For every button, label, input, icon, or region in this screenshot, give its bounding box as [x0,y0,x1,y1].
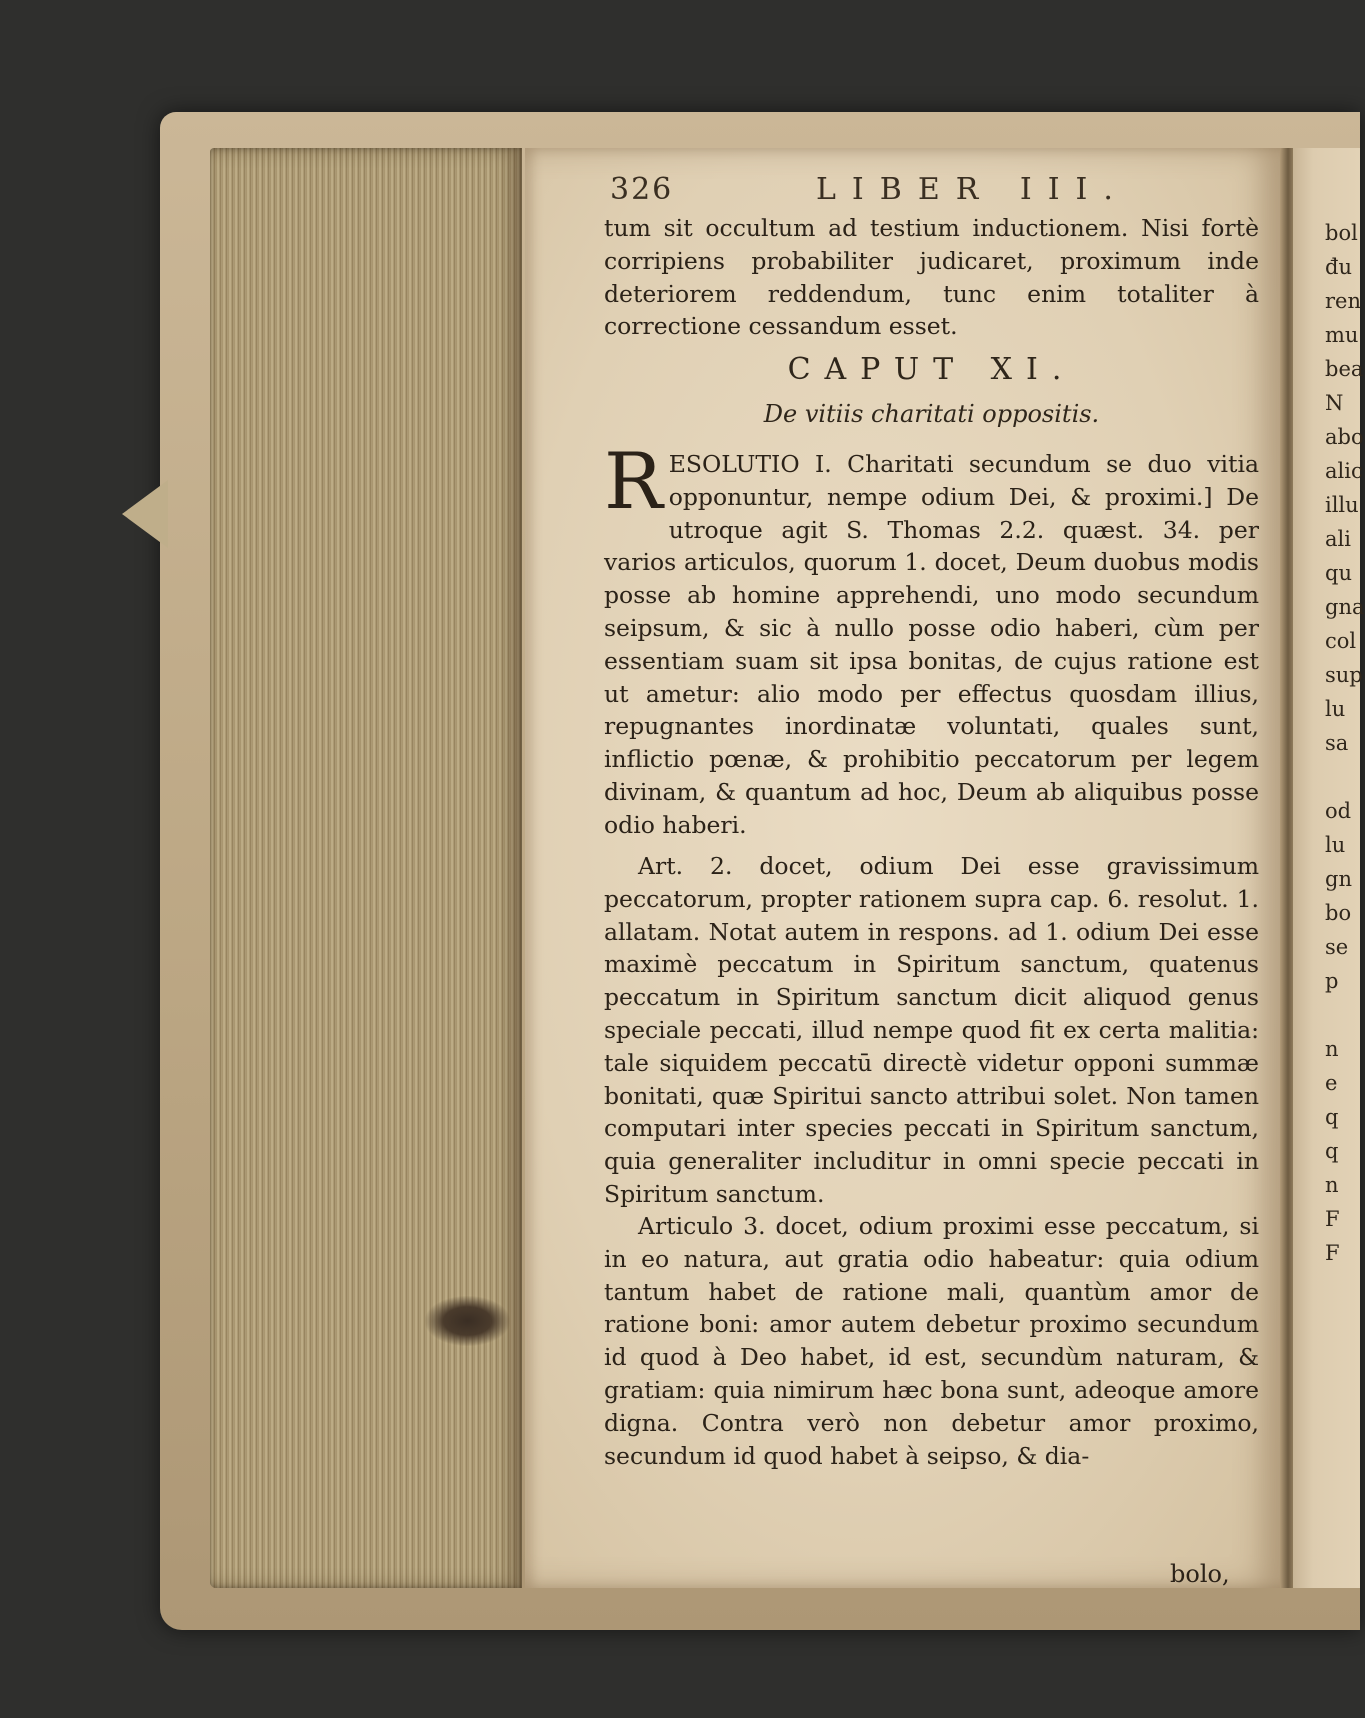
intro-paragraph [604,212,1259,343]
cover-tab [122,480,168,548]
chapter-title: CAPUT XI. [787,352,1076,387]
page-number: 326 [610,172,674,207]
resolutio-paragraph [604,437,1259,842]
facing-page-fragments: bol đu ren mu bea N abo alic illu ali qu gna col sup lu sa od lu gn bo se p n e q q n F F [1325,221,1365,1265]
book-title: LIBER III. [816,172,1129,207]
page-edges [210,148,522,1588]
article-3-text: Articulo 3. docet, odium proximi esse peccatum, si in eo natura, aut gratia odio habeatur: quia odium tantum habet de ratione mali, quantùm amor de ratione boni: amor autem debetur proximo secundum id quod à Deo habet, id est, secundùm naturam, & gratiam: quia nimirum hæc bona sunt, adeoque amore digna. Contra verò non debetur amor proximo, secundum id quod habet à seipso, & dia- [604,1212,1259,1470]
drop-cap: R [604,437,663,527]
catchword: bolo, [1170,1560,1230,1588]
article-2-text: Art. 2. docet, odium Dei esse gravissimum peccatorum, propter rationem supra cap. 6. resolut. 1. allatam. Notat autem in respons. ad 1. odium Dei esse maximè peccatum in Spiritum sanctum, quatenus peccatum in Spiritum sanctum dicit aliquod genus speciale peccati, illud nempe quod fit ex certa malitia: tale siquidem peccatū directè videtur opponi summæ bonitati, quæ Spiritui sancto attribui solet. Non tamen computari inter species peccati in Spiritum sanctum, quia generaliter includitur in omni specie peccati in Spiritum sanctum. [604,852,1259,1208]
chapter-subtitle: De vitiis charitati oppositis. [763,400,1100,428]
article-3-paragraph [604,1210,1259,1472]
resolutio-text: ESOLUTIO I. Charitati secundum se duo vitia opponuntur, nempe odium Dei, & proximi.] De utroque agit S. Thomas 2.2. quæst. 34. per varios articulos, quorum 1. docet, Deum duobus modis posse ab homine apprehendi, uno modo secundum seipsum, & sic à nullo posse odio haberi, cùm per essentiam suam sit ipsa bonitas, de cujus ratione est ut ametur: alio modo per effectus quosdam illius, repugnantes inordinatæ voluntati, quales sunt, inflictio pœnæ, & prohibitio peccatorum per legem divinam, & quantum ad hoc, Deum ab aliquibus posse odio haberi. [604,450,1259,839]
article-2-paragraph [604,850,1259,1211]
ink-stain [425,1296,510,1346]
intro-text: tum sit occultum ad testium inductionem. Nisi fortè corripiens probabiliter judicaret, proximum inde deteriorem reddendum, tunc enim totaliter à correctione cessandum esset. [604,214,1259,341]
